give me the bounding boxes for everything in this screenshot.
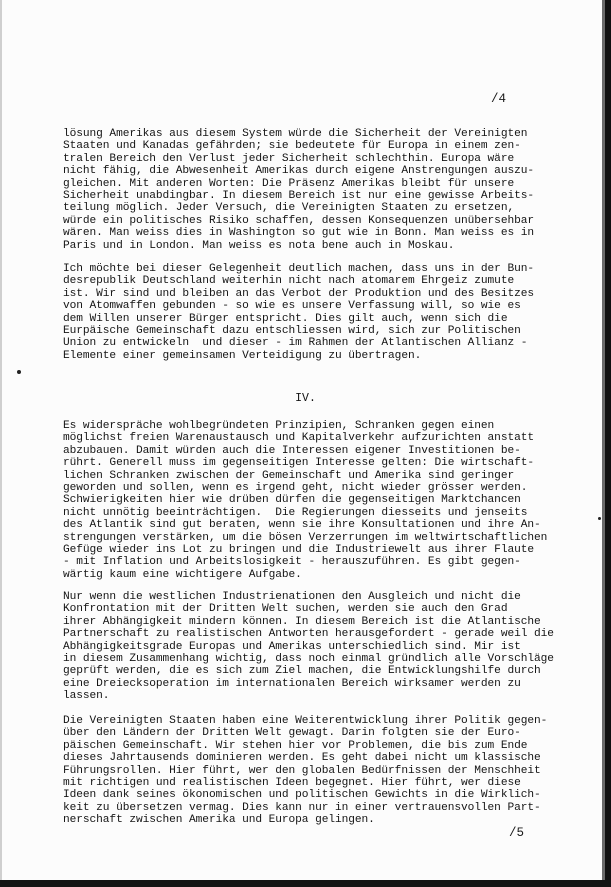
paragraph-1: lösung Amerikas aus diesem System würde die Sicherheit der Vereinigten Staaten und Kanadas gefährden; sie bedeutete für Europa in einem zen- tralen Bereich den Verlust jeder Sicherheit schlechthin. Europa wäre nicht fähig, die Abwesenheit Amerikas durch eigene Anstrengungen auszu- gleichen. Mit anderen Worten: Die Präsenz Amerikas bleibt für unsere Sicherheit unabdingbar. In diesem Bereich ist nur eine gewisse Arbeits- teilung möglich. Jeder Versuch, die Vereinigten Staaten zu ersetzen, würde ein politisches Risiko schaffen, dessen Konsequenzen unübersehbar wären. Man weiss dies in Washington so gut wie in Bonn. Man weiss es in Paris und in London. Man weiss es nota bene auch in Moskau. bbox=[63, 128, 534, 252]
margin-mark bbox=[17, 370, 21, 374]
page-edge-left bbox=[0, 0, 2, 887]
paragraph-4: Nur wenn die westlichen Industrienationen den Ausgleich und nicht die Konfrontation mit der Dritten Welt suchen, werden sie auch den Grad ihrer Abhängigkeit mindern können. In diesem Bereich ist die Atlantische Partnerschaft zu realistischen Antworten herausgefordert - gerade weil die Abhängigkeitsgrade Europas und Amerikas unterschiedlich sind. Mir ist in diesem Zusammenhang wichtig, dass noch einmal gründlich alle Vorschläge geprüft werden, die es sich zum Ziel machen, die Entwicklungshilfe durch eine Dreiecksoperation im internationalen Bereich wirksamer werden zu lassen. bbox=[63, 591, 554, 703]
page-edge-right bbox=[605, 0, 611, 887]
paragraph-2: Ich möchte bei dieser Gelegenheit deutlich machen, dass uns in der Bun- desrepublik Deutschland weiterhin nicht nach atomarem Ehrgeiz zumute ist. Wir sind und bleiben an das Verbot der Produktion und des Besitzes von Atomwaffen gebunden - so wie es unsere Verfassung will, so wie es dem Willen unserer Bürger entspricht. Dies gilt auch, wenn sich die Eurpäische Gemeinschaft dazu entschliessen wird, sich zur Politischen Union zu entwickeln und dieser - im Rahmen der Atlantischen Allianz - Elemente einer gemeinsamen Verteidigung zu übertragen. bbox=[63, 263, 534, 362]
paragraph-5: Die Vereinigten Staaten haben eine Weiterentwicklung ihrer Politik gegen- über den Ländern der Dritten Welt gewagt. Darin folgten sie der Euro- päischen Gemeinschaft. Wir stehen hier vor Problemen, die bis zum Ende dieses Jahrtausends dominieren werden. Es geht dabei nicht um klassische Führungsrollen. Hier führt, wer den globalen Bedürfnissen der Menschheit mit richtigen und realistischen Ideen begegnet. Hier führt, wer diese Ideen dank seines ökonomischen und politischen Gewichts in die Wirklich- keit zu übersetzen vermag. Dies kann nur in einer vertrauensvollen Part- nerschaft zwischen Amerika und Europa gelingen. bbox=[63, 715, 548, 827]
section-heading: IV. bbox=[295, 392, 316, 405]
margin-mark bbox=[598, 517, 601, 520]
page-edge-bottom bbox=[0, 880, 611, 887]
page-number-bottom: /5 bbox=[509, 826, 525, 840]
page-number-top: /4 bbox=[491, 92, 507, 106]
paragraph-3: Es widerspräche wohlbegründeten Prinzipien, Schranken gegen einen möglichst freien Warenaustausch und Kapitalverkehr aufzurichten anstatt abzubauen. Damit würden auch die Interessen eigener Investitionen be- rührt. Generell muss im gegenseitigen Interesse gelten: Die wirtschaft- lichen Schranken zwischen der Gemeinschaft und Amerika sind geringer geworden und sollen, wenn es irgend geht, nicht wieder grösser werden. Schwierigkeiten hier wie drüben dürfen die gegenseitigen Marktchancen nicht unnötig beeinträchtigen. Die Regierungen diesseits und jenseits des Atlantik sind gut beraten, wenn sie ihre Konsultationen und ihre An- strengungen verstärken, um die bösen Verzerrungen im weltwirtschaftlichen Gefüge wieder ins Lot zu bringen und die Industriewelt aus ihrer Flaute - mit Inflation und Arbeitslosigkeit - herauszuführen. Es gibt gegen- wärtig kaum eine wichtigere Aufgabe. bbox=[63, 420, 548, 581]
